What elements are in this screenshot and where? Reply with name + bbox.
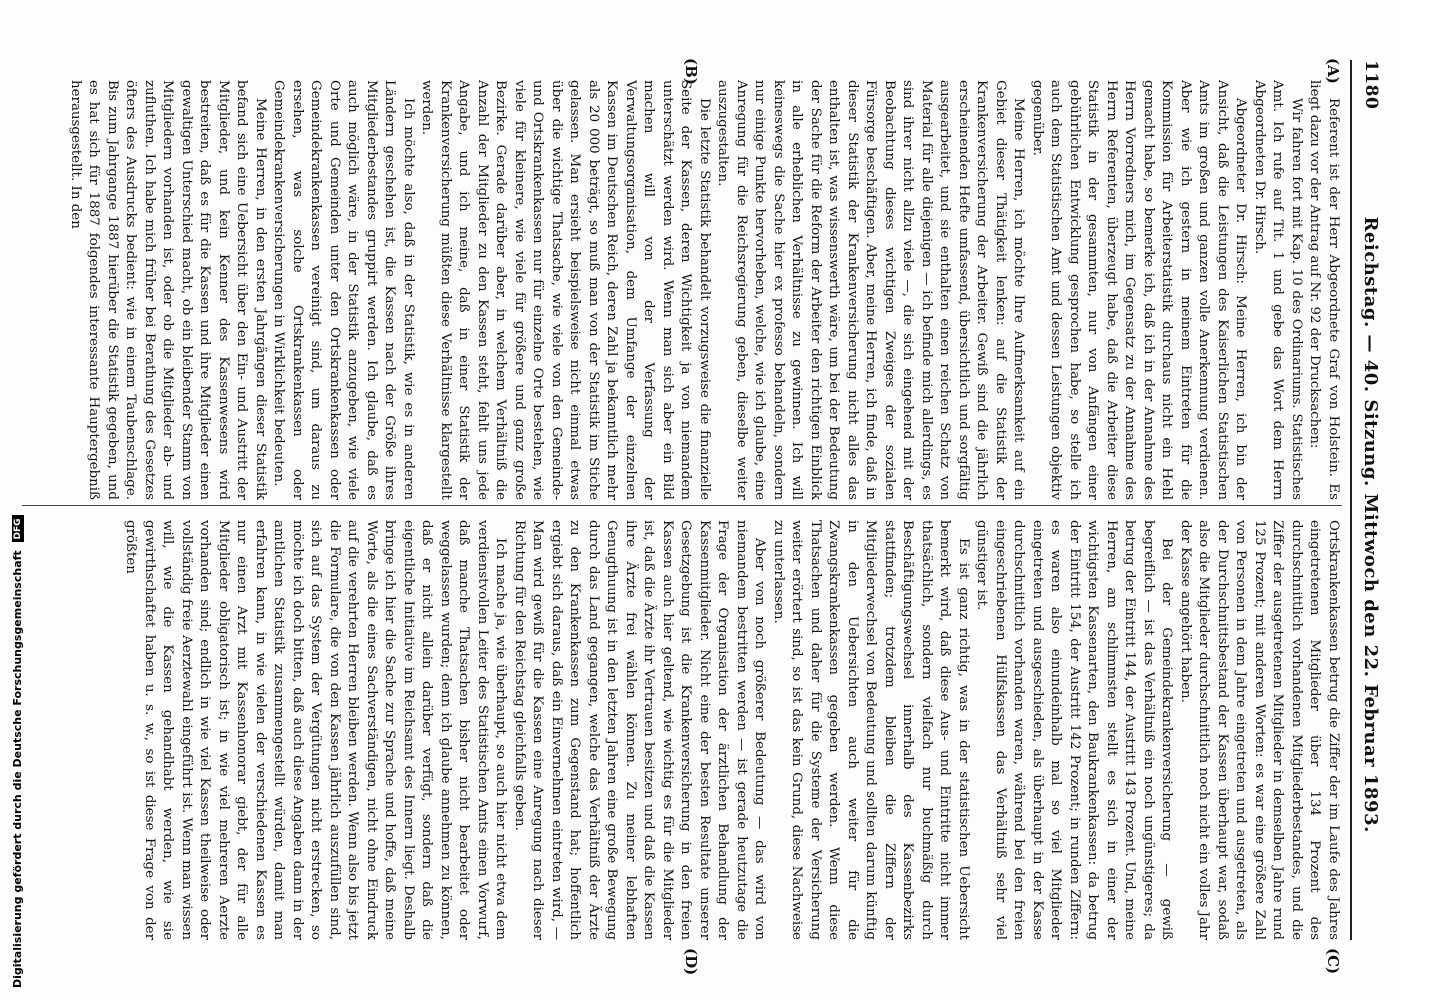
right-text-column: [22, 520, 1342, 940]
paragraph: Ortskrankenkassen betrug die Ziffer der im Laufe des Jahres eingetretenen Mitglieder über 134 Prozent des durchschnittlich vorhandenen Mitgliederbestandes, und die Ziffer der ausgetretenen Mitglieder in demselben Jahre rund 125 Prozent; mit anderen Worten: es war eine größere Zahl von Personen in dem Jahre eingetreten und ausgetreten, als der Durchschnittsbestand der Kassen überhaupt war, sodaß also die Mitglieder durchschnittlich noch nicht ein volles Jahr der Kasse angehört haben.: [1178, 520, 1341, 940]
digitization-strip: [0, 0, 22, 1000]
column-divider: [22, 505, 1342, 506]
paragraph: Ich mache ja, wie überhaupt, so auch hier nicht etwa dem verdienstvollen Leiter des Statistischen Amts einen Vorwurf, daß manche Thatsachen bisher nicht bearbeitet oder weggelassen wurden; denn ich glaube annehmen zu können, daß er nicht allein darüber verfügt, sondern daß die eigentliche Initiative im Reichsamt des Innern liegt. Deshalb bringe ich hier die Sache zur Sprache und hoffe, daß meine Worte, als die eines Sachverständigen, nicht ohne Eindruck auf die verehrten Herren bleiben werden. Wenn also bis jetzt die Formulare, die von den Kassen jährlich auszufüllen sind, sich auf das System der Vergütungen nicht erstrecken, so möchte ich doch bitten, daß auch diese Angaben dann in der amtlichen Statistik zusammengestellt würden, damit man erfahren kann, in wie vielen der verschiedenen Kassen es nur einen Arzt mit Kassenhonorar giebt, der für alle Mitglieder obligatorisch ist; in wie viel mehreren Aerzte vorhanden sind; endlich in wie viel Kassen theilweise oder vollständig freie Aerztewahl eingeführt ist. Wenn man wissen will, wie die Kassen gehandhabt werden, wie sie gewirthschaftet haben u. s. w., so ist diese Frage von der größten: [123, 520, 509, 940]
digitization-notice-text: Digitalisierung gefördert durch die Deutsche Forschungsgemeinschaft: [11, 550, 24, 988]
paragraph: Referent ist der Herr Abgeordnete Graf von Holstein. Es liegt dazu vor der Antrag auf Nr. 92 der Drucksachen:: [1307, 80, 1341, 500]
page-number: 1180: [1361, 60, 1381, 110]
dfg-logo: DFG: [12, 515, 24, 542]
margin-marker-a: (A): [1324, 58, 1342, 84]
paragraph: Abgeordneter Dr. Hirsch: Meine Herren, ich bin der Ansicht, daß die Leistungen des Kaiserlichen Statistischen Amts im großen und ganzen volle Anerkennung verdienen. Aber wie ich gestern in meinem Eintreten für die Kommission für Arbeiterstatistik durchaus nicht ein Hehl gemacht habe, so bemerke ich, daß ich in der Annahme des Herrn Vorredners mich, im Gegensatz zu der Annahme des Herrn Referenten, überzeugt habe, daß die Arbeiter diese Statistik in der gesammten, nur von Anfängen einer gebührlichen Entwicklung gesprochen habe, so stelle ich auch dem Statistischen Amt und dessen Leistungen objektiv gegenüber.: [1030, 80, 1249, 500]
margin-marker-c: (C): [1324, 948, 1342, 975]
margin-marker-b: (B): [682, 58, 700, 85]
paragraph: Bei der Gemeindekrankenversicherung — gewiß begreiflich — ist das Verhältniß ein noch ungünstigeres; da betrug der Eintritt 144, der Austritt 143 Prozent. Und, meine Herren, am schlimmsten stellt es sich in einer der wichtigsten Kassenarten, den Baukrankenkassen: da betrug der Eintritt 154, der Austritt 142 Prozent; in runden Ziffern: es waren also einundeinhalb mal so viel Mitglieder eingetreten und ausgeschieden, als überhaupt in der Kasse durchschnittlich vorhanden waren, während bei den freien eingeschriebenen Hülfskassen das Verhältniß sehr viel günstiger ist.: [974, 520, 1175, 940]
paragraph: Die letzte Statistik behandelt vorzugsweise die finanzielle Seite der Kassen, deren Wichtigkeit ja von niemandem unterschätzt werden wird. Wenn man sich aber ein Bild machen will von der Verfassung der Verwaltungsorganisation, dem Umfange der einzelnen Kassen im Deutschen Reich, deren Zahl ja bekanntlich mehr als 20 000 beträgt, so muß man von der Statistik im Stiche gelassen. Man ersieht beispielsweise nicht einmal etwas über die wichtige Thatsache, wie viele von den Gemeinde- und Ortskrankenkassen nur für einzelne Orte bestehen, wie viele für kleinere, wie viele für größere und ganz große Bezirke. Gerade darüber aber, in welchem Verhältniß die Anzahl der Mitglieder zu den Kassen steht, fehlt uns jede Angabe, und ich meine, daß in einer Statistik der Krankenversicherung müßten diese Verhältnisse klargestellt werden.: [419, 80, 712, 500]
digitization-notice: [11, 515, 24, 988]
paragraph: Es ist ganz richtig, was in der statistischen Uebersicht bemerkt wird, daß diese Aus- und Eintritte nicht immer thatsächlich, sondern vielfach nur buchmäßig durch Beschäftigungswechsel innerhalb des Kassenbezirks stattfinden; trotzdem bleiben die Ziffern der Mitgliederwechsel von Bedeutung und sollten darum künftig in den Uebersichten auch weiter für die Zwangskrankenkassen gegeben werden. Wenn diese Thatsachen und daher für die Systeme der Versicherung weiter erörtert sind, so ist das kein Grund, diese Nachweise zu unterlassen.: [771, 520, 971, 940]
header-rule: [1350, 60, 1352, 940]
page-header: [1354, 60, 1388, 940]
paragraph: Meine Herren, ich möchte Ihre Aufmerksamkeit auf ein Gebiet dieser Thätigkeit lenken: auf die Statistik der Krankenversicherung der Arbeiter. Gewiß sind die jährlich erscheinenden Hefte umfassend, übersichtlich und sorgfältig ausgearbeitet, und sie enthalten einen reichen Schatz von Material für alle diejenigen — ich befinde mich allerdings, es sind ihrer nicht allzu viele —, die sich eingehend mit der Beobachtung dieses wichtigen Zweiges der sozialen Fürsorge beschäftigen. Aber, meine Herren, ich finde, daß in dieser Statistik der Krankenversicherung nicht alles das enthalten ist, was wissenswerth wäre, um bei der Bedeutung der Sache für die Reform der Arbeiter den richtigen Einblick in alle erheblichen Verhältnisse zu gewinnen. Ich will keineswegs die Sache hier ex professo behandeln, sondern nur einige Punkte hervorheben, welche, wie ich glaube, eine Anregung für die Reichsregierung geben, dieselbe weiter auszugestalten.: [715, 80, 1027, 500]
margin-marker-d: (D): [682, 948, 700, 976]
paragraph: Meine Herren, in den ersten Jahrgängen dieser Statistik befand sich eine Uebersicht über den Ein- und Austritt der Mitglieder, und kein Kenner des Kassenwesens wird bestreiten, daß es für die Kassen und ihre Mitglieder einen gewaltigen Unterschied macht, ob ein bleibender Stamm von Mitgliedern vorhanden ist, oder ob die Mitglieder ab- und zufluthen. Ich habe mich früher bei Berathung des Gesetzes öfters des Ausdrucks bedient: wie in einem Taubenschlage. Bis zum Jahrgange 1887 hierüber die Statistik gegeben, und es hat sich für 1887 folgendes interessante Hauptergebniß herausgestellt. In den: [68, 80, 268, 500]
paragraph: Ich möchte also, daß in der Statistik, wie es in anderen Ländern geschehen ist, die Kassen nach der Größe ihres Mitgliederbestandes gruppirt werden. Ich glaube, daß es auch möglich wäre, in der Statistik anzugeben, wie viele Orte und Gemeinden unter den Ortskrankenkassen oder Gemeindekrankenkassen vereinigt sind, um daraus zu ersehen, was solche Ortskrankenkassen oder Gemeindekrankenversicherungen in Wirklichkeit bedeuten.: [271, 80, 416, 500]
left-text-column: [22, 80, 1342, 500]
paragraph: Aber von noch größerer Bedeutung — das wird von niemandem bestritten werden — ist gerade heutzutage die Frage der Organisation der ärztlichen Behandlung der Kassenmitglieder. Nicht eine der besten Resultate unserer Gesetzgebung ist die Krankenversicherung in den freien Kassen auch hier geltend, wie wichtig es für die Mitglieder ist, daß die Ärzte ihr Vertrauen besitzen und daß die Kassen ihre Ärzte frei wählen können. Zu meiner lebhaften Genugthuung ist in den letzten Jahren eine große Bewegung durch das Land gegangen, welche das Verhältniß der Ärzte zu den Krankenkassen zum Gegenstand hat; hoffentlich ergiebt sich daraus, daß ein Einvernehmen eintreten wird, — Man wird gewiß für die Kassen eine Anregung nach dieser Richtung für den Reichstag gleichfalls geben.: [512, 520, 768, 940]
page-title: Reichstag. — 40. Sitzung. Mittwoch den 22. Februar 1893.: [1360, 216, 1382, 833]
paragraph: Wir fahren fort mit Kap. 10 des Ordinariums. Statistisches Amt. Ich rufe auf Tit. 1 und gebe das Wort dem Herrn Abgeordneten Dr. Hirsch.: [1252, 80, 1304, 500]
